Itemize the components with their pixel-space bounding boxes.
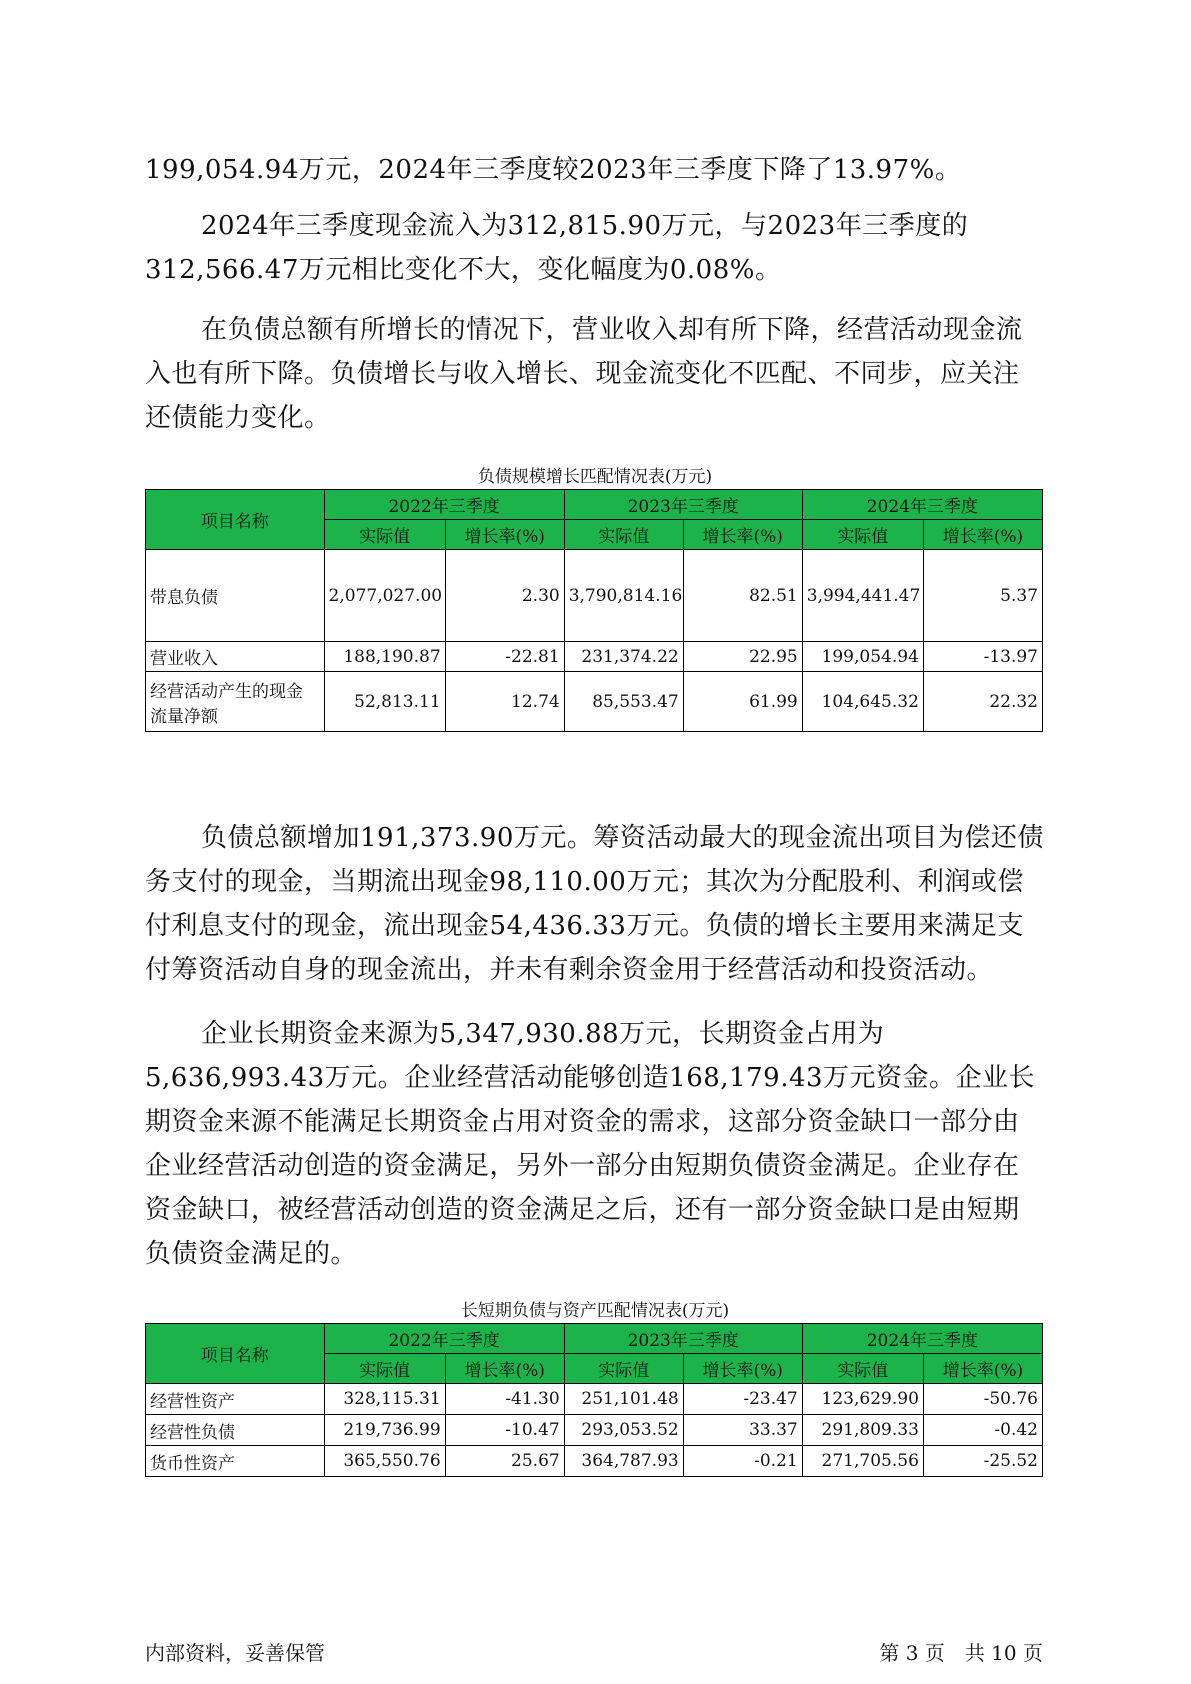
cell-growth: 33.37: [683, 1415, 802, 1446]
header-actual: 实际值: [802, 1354, 923, 1384]
cell-value: 328,115.31: [324, 1384, 445, 1415]
header-period: 2022年三季度: [324, 490, 564, 520]
cell-growth: -23.47: [683, 1384, 802, 1415]
header-growth: 增长率(%): [683, 520, 802, 550]
cell-growth: 22.32: [923, 672, 1042, 732]
cell-value: 85,553.47: [564, 672, 683, 732]
cell-growth: -0.21: [683, 1446, 802, 1477]
cell-growth: -25.52: [923, 1446, 1042, 1477]
cell-growth: -22.81: [445, 642, 564, 672]
paragraph-3: [145, 308, 1045, 440]
row-name: 营业收入: [146, 642, 325, 672]
debt-growth-table: [145, 489, 1043, 732]
cell-value: 52,813.11: [324, 672, 445, 732]
table-row: [146, 642, 1043, 672]
header-period: 2024年三季度: [802, 490, 1042, 520]
cell-value: 291,809.33: [802, 1415, 923, 1446]
row-name: 货币性资产: [146, 1446, 325, 1477]
paragraph-2: [145, 204, 1045, 292]
header-actual: 实际值: [324, 1354, 445, 1384]
header-growth: 增长率(%): [445, 520, 564, 550]
asset-liability-table: [145, 1323, 1043, 1477]
cell-value: 3,790,814.16: [564, 550, 683, 642]
cell-value: 251,101.48: [564, 1384, 683, 1415]
paragraph-text: 199,054.94万元，2024年三季度较2023年三季度下降了13.97%。: [145, 155, 962, 185]
footer-page-number: 第 3 页 共 10 页: [879, 1641, 1043, 1665]
cell-growth: -10.47: [445, 1415, 564, 1446]
cell-value: 219,736.99: [324, 1415, 445, 1446]
cell-value: 364,787.93: [564, 1446, 683, 1477]
cell-growth: 82.51: [683, 550, 802, 642]
header-item-name: 项目名称: [146, 490, 325, 550]
cell-value: 365,550.76: [324, 1446, 445, 1477]
table-row: [146, 1415, 1043, 1446]
cell-value: 123,629.90: [802, 1384, 923, 1415]
header-period: 2022年三季度: [324, 1324, 564, 1354]
header-actual: 实际值: [324, 520, 445, 550]
cell-growth: -13.97: [923, 642, 1042, 672]
cell-value: 2,077,027.00: [324, 550, 445, 642]
header-period: 2023年三季度: [564, 1324, 802, 1354]
header-period: 2023年三季度: [564, 490, 802, 520]
header-growth: 增长率(%): [923, 520, 1042, 550]
paragraph-text: 在负债总额有所增长的情况下，营业收入却有所下降，经营活动现金流入也有所下降。负债增长与收入增长、现金流变化不匹配、不同步，应关注还债能力变化。: [145, 315, 1023, 433]
cell-growth: 5.37: [923, 550, 1042, 642]
paragraph-4: [145, 816, 1045, 992]
paragraph-text: 2024年三季度现金流入为312,815.90万元，与2023年三季度的312,566.47万元相比变化不大，变化幅度为0.08%。: [145, 211, 969, 285]
paragraph-5: [145, 1012, 1045, 1276]
header-growth: 增长率(%): [683, 1354, 802, 1384]
header-item-name: 项目名称: [146, 1324, 325, 1384]
cell-growth: 2.30: [445, 550, 564, 642]
cell-value: 293,053.52: [564, 1415, 683, 1446]
cell-growth: 25.67: [445, 1446, 564, 1477]
paragraph-1: [145, 148, 1045, 192]
cell-value: 3,994,441.47: [802, 550, 923, 642]
header-growth: 增长率(%): [445, 1354, 564, 1384]
cell-growth: 22.95: [683, 642, 802, 672]
cell-value: 231,374.22: [564, 642, 683, 672]
header-growth: 增长率(%): [923, 1354, 1042, 1384]
cell-value: 104,645.32: [802, 672, 923, 732]
cell-growth: -0.42: [923, 1415, 1042, 1446]
header-actual: 实际值: [802, 520, 923, 550]
table2-caption: 长短期负债与资产匹配情况表(万元): [460, 1301, 730, 1321]
header-actual: 实际值: [564, 1354, 683, 1384]
row-name: 经营性负债: [146, 1415, 325, 1446]
row-name: 经营性资产: [146, 1384, 325, 1415]
paragraph-text: 企业长期资金来源为5,347,930.88万元，长期资金占用为5,636,993.43万元。企业经营活动能够创造168,179.43万元资金。企业长期资金来源不能满足长期资金占用对资金的需求，这部分资金缺口一部分由企业经营活动创造的资金满足，另外一部分由短期负债资金满足。企业存在资金缺口，被经营活动创造的资金满足之后，还有一部分资金缺口是由短期负债资金满足的。: [145, 1019, 1036, 1269]
row-name: 带息负债: [146, 550, 325, 642]
cell-growth: -50.76: [923, 1384, 1042, 1415]
row-name: 经营活动产生的现金流量净额: [146, 672, 325, 732]
table-row: [146, 550, 1043, 642]
paragraph-text: 负债总额增加191,373.90万元。筹资活动最大的现金流出项目为偿还债务支付的现金，当期流出现金98,110.00万元；其次为分配股利、利润或偿付利息支付的现金，流出现金54,436.33万元。负债的增长主要用来满足支付筹资活动自身的现金流出，并未有剩余资金用于经营活动和投资活动。: [145, 823, 1044, 985]
footer-confidential: 内部资料，妥善保管: [145, 1641, 325, 1665]
header-actual: 实际值: [564, 520, 683, 550]
cell-growth: 12.74: [445, 672, 564, 732]
table-row: [146, 1446, 1043, 1477]
table-row: [146, 672, 1043, 732]
cell-value: 199,054.94: [802, 642, 923, 672]
header-period: 2024年三季度: [802, 1324, 1042, 1354]
cell-value: 188,190.87: [324, 642, 445, 672]
cell-growth: 61.99: [683, 672, 802, 732]
table-row: [146, 1384, 1043, 1415]
table1-caption: 负债规模增长匹配情况表(万元): [477, 467, 713, 487]
cell-growth: -41.30: [445, 1384, 564, 1415]
cell-value: 271,705.56: [802, 1446, 923, 1477]
